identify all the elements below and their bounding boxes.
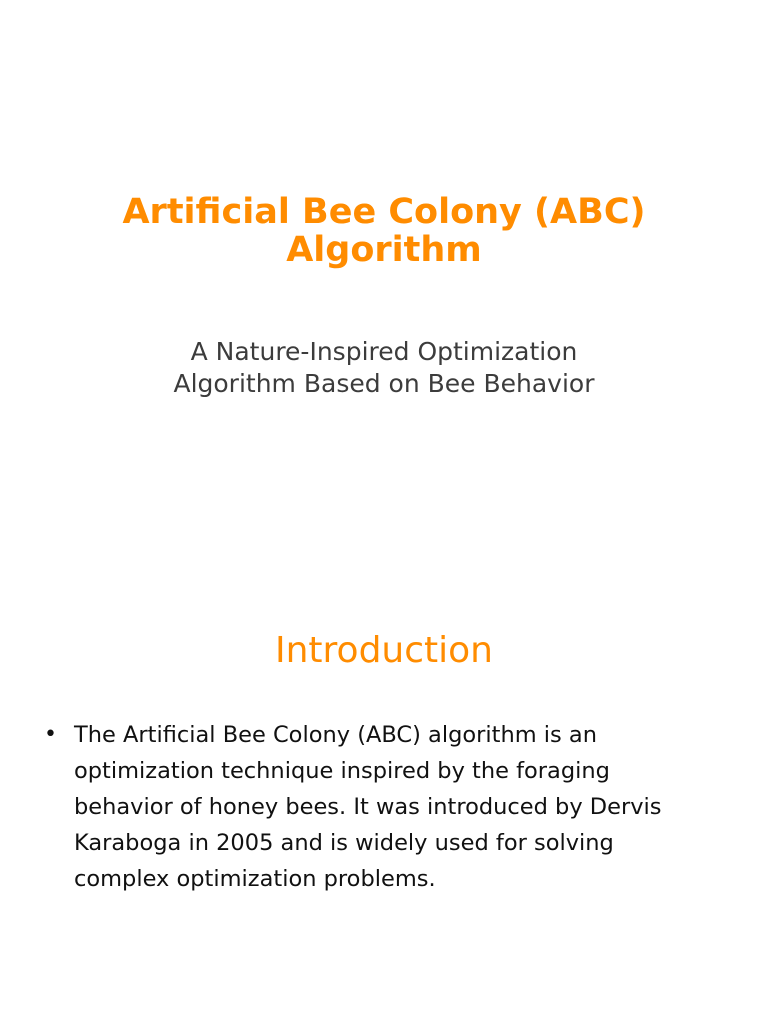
introduction-slide bbox=[0, 512, 768, 1024]
bullet-line-2: optimization technique inspired by the foraging bbox=[74, 758, 610, 784]
slide-title bbox=[40, 193, 728, 269]
section-heading: Introduction bbox=[274, 630, 493, 671]
slide-subtitle-line-1: A Nature-Inspired Optimization bbox=[190, 337, 578, 366]
bullet-list bbox=[40, 717, 700, 897]
slide-subtitle-line-2: Algorithm Based on Bee Behavior bbox=[173, 369, 595, 398]
bullet-line-3: behavior of honey bees. It was introduced by Dervis bbox=[74, 794, 662, 820]
bullet-item bbox=[40, 717, 700, 897]
bullet-line-1: The Artificial Bee Colony (ABC) algorithm is an bbox=[74, 722, 597, 748]
slide-title-line-1: Artificial Bee Colony (ABC) bbox=[122, 192, 646, 232]
slide-subtitle bbox=[80, 336, 688, 400]
bullet-point-icon: • bbox=[44, 722, 57, 747]
bullet-line-5: complex optimization problems. bbox=[74, 866, 436, 892]
slide-title-line-2: Algorithm bbox=[286, 230, 482, 270]
bullet-line-4: Karaboga in 2005 and is widely used for solving bbox=[74, 830, 614, 856]
